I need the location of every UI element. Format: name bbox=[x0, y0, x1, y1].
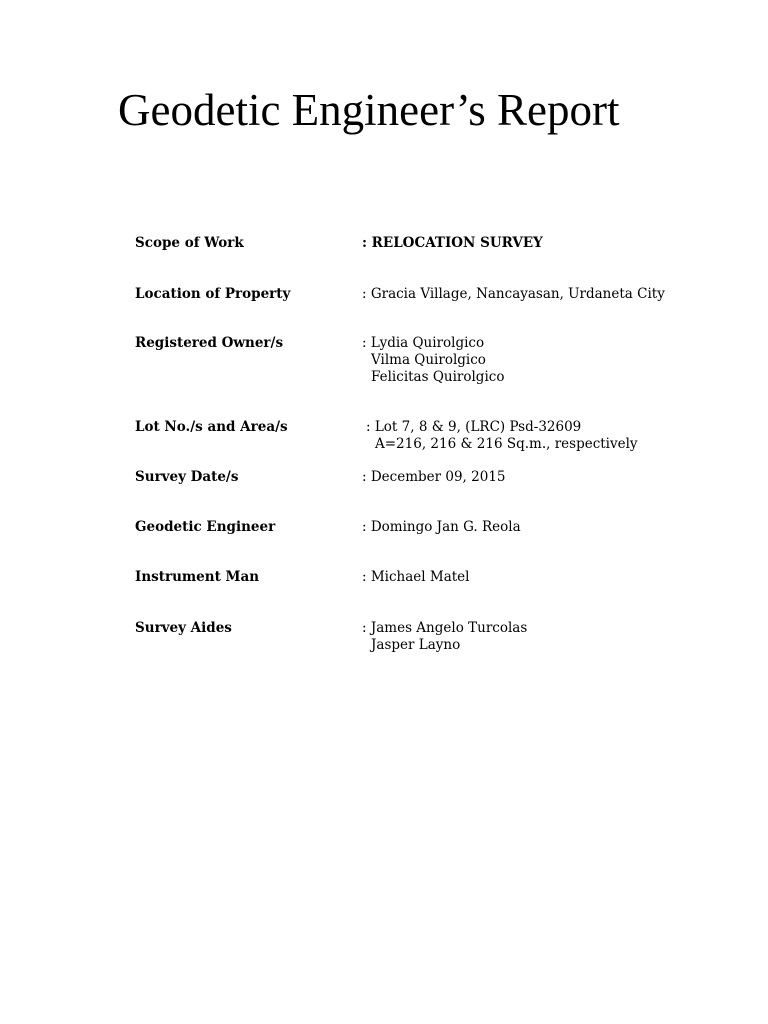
field-value-line: Jasper Layno bbox=[371, 637, 461, 653]
field-value-line: Vilma Quirolgico bbox=[371, 352, 486, 368]
field-value-line: : Gracia Village, Nancayasan, Urdaneta City bbox=[362, 286, 665, 302]
field-value-line: : RELOCATION SURVEY bbox=[362, 235, 543, 251]
field-value bbox=[366, 419, 638, 453]
field-label: Instrument Man bbox=[135, 569, 260, 585]
field-label: Geodetic Engineer bbox=[135, 519, 276, 535]
field-value-line: : Lydia Quirolgico bbox=[362, 335, 485, 351]
field-value bbox=[362, 335, 504, 386]
field-value-line: : Michael Matel bbox=[362, 569, 470, 585]
field-value bbox=[362, 519, 521, 536]
field-value-line: : Domingo Jan G. Reola bbox=[362, 519, 521, 535]
field-value-line: : December 09, 2015 bbox=[362, 469, 506, 485]
field-label: Survey Aides bbox=[135, 620, 232, 636]
page-title: Geodetic Engineer’s Report bbox=[118, 85, 620, 135]
field-value bbox=[362, 235, 543, 252]
field-value-line: A=216, 216 & 216 Sq.m., respectively bbox=[375, 436, 638, 452]
field-label: Survey Date/s bbox=[135, 469, 239, 485]
field-value bbox=[362, 620, 527, 654]
field-label: Location of Property bbox=[135, 286, 291, 302]
field-value-line: Felicitas Quirolgico bbox=[371, 369, 505, 385]
field-value-line: : Lot 7, 8 & 9, (LRC) Psd-32609 bbox=[366, 419, 582, 435]
field-label: Registered Owner/s bbox=[135, 335, 284, 351]
field-label: Scope of Work bbox=[135, 235, 244, 251]
field-label: Lot No./s and Area/s bbox=[135, 419, 288, 435]
field-value bbox=[362, 286, 665, 303]
field-value bbox=[362, 469, 506, 486]
field-value bbox=[362, 569, 470, 586]
field-value-line: : James Angelo Turcolas bbox=[362, 620, 528, 636]
